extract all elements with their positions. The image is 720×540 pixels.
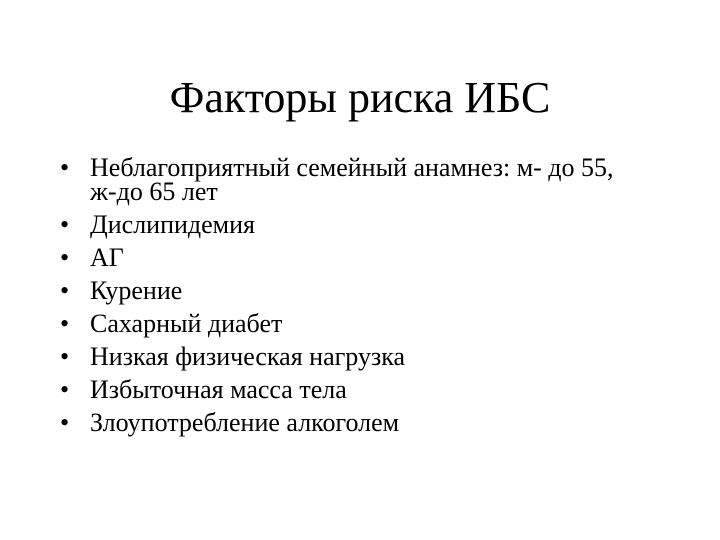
list-item bbox=[60, 309, 680, 338]
bullet-text-line: ж-до 65 лет bbox=[90, 177, 218, 206]
list-item bbox=[60, 276, 680, 305]
list-item bbox=[60, 210, 680, 239]
bullet-text: Курение bbox=[90, 276, 183, 305]
bullet-icon: • bbox=[60, 309, 70, 338]
list-item bbox=[60, 342, 680, 371]
bullet-text: Сахарный диабет bbox=[90, 309, 283, 338]
bullet-text: Злоупотребление алкоголем bbox=[90, 408, 400, 437]
bullet-icon: • bbox=[60, 210, 70, 239]
bullet-text: Дислипидемия bbox=[90, 210, 256, 239]
bullet-icon: • bbox=[60, 243, 70, 272]
bullet-text bbox=[90, 153, 680, 206]
bullet-text: АГ bbox=[90, 243, 124, 272]
bullet-text: Низкая физическая нагрузка bbox=[90, 342, 406, 371]
bullet-icon: • bbox=[60, 408, 70, 437]
list-item bbox=[60, 375, 680, 404]
slide-title: Факторы риска ИБС bbox=[169, 73, 551, 122]
list-item bbox=[60, 243, 680, 272]
list-item bbox=[60, 153, 680, 206]
bullet-icon: • bbox=[60, 375, 70, 404]
list-item bbox=[60, 408, 680, 437]
bullet-icon: • bbox=[60, 276, 70, 305]
bullet-text: Избыточная масса тела bbox=[90, 375, 347, 404]
bullet-icon: • bbox=[60, 153, 70, 182]
bullet-text-line: Неблагоприятный семейный анамнез: м- до 55, bbox=[90, 153, 614, 182]
bullet-icon: • bbox=[60, 342, 70, 371]
bullet-list bbox=[60, 153, 680, 444]
